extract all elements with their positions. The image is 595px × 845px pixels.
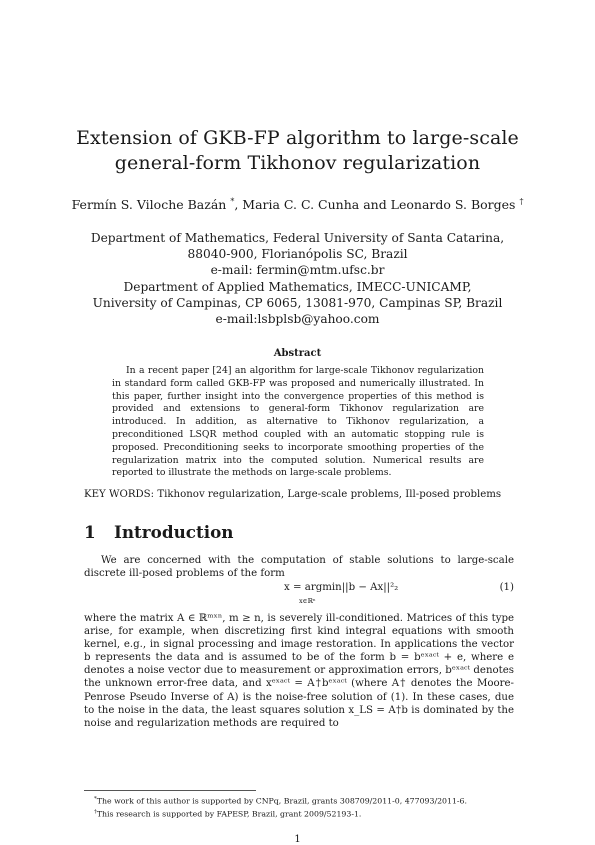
equation-number: (1) xyxy=(499,582,514,593)
affiliations xyxy=(60,230,535,327)
intro-text-1: We are concerned with the computation of stable solutions to large-scale discrete ill-posed problems of the form xyxy=(84,555,514,580)
author-1: Fermín S. Viloche Bazán xyxy=(71,197,227,213)
section-title: Introduction xyxy=(114,522,234,542)
footnote-1 xyxy=(84,794,514,807)
footnote-2-mark: † xyxy=(94,809,97,816)
intro-text-2: where the matrix A ∈ ℝᵐˣⁿ, m ≥ n, is severely ill-conditioned. Matrices of this type arise, for example, when discretizing first kind integral equations with smooth kernel, e.g., in signal processing and image restoration. In applications the vector b represents the data and is assumed to be of the form b = bᵉˣᵃᶜᵗ + e, where e denotes a noise vector due to measurement or approximation errors, bᵉˣᵃᶜᵗ denotes the unknown error-free data, and xᵉˣᵃᶜᵗ = A†bᵉˣᵃᶜᵗ (where A† denotes the Moore-Penrose Pseudo Inverse of A) is the noise-free solution of (1). In these cases, due to the noise in the data, the least squares solution x_LS = A†b is dominated by the noise and regularization methods are required to xyxy=(84,613,514,729)
title-line-1: Extension of GKB-FP algorithm to large-scale xyxy=(76,127,519,149)
author-1-footnote-mark: * xyxy=(230,197,235,206)
other-authors: , Maria C. C. Cunha and Leonardo S. Borges xyxy=(234,197,516,213)
footnote-1-text: The work of this author is supported by CNPq, Brazil, grants 308709/2011-0, 477093/2011-6. xyxy=(96,796,467,806)
affiliation-line: Department of Applied Mathematics, IMECC-UNICAMP, xyxy=(123,279,472,294)
footnote-divider xyxy=(84,790,256,791)
equation-subscript: x∈ℝⁿ xyxy=(299,597,316,605)
title-line-2: general-form Tikhonov regularization xyxy=(114,152,481,174)
affiliation-email: e-mail: fermin@mtm.ufsc.br xyxy=(210,263,385,278)
author-list xyxy=(60,194,535,213)
affiliation-email: e-mail:lsbplsb@yahoo.com xyxy=(215,312,380,327)
abstract-text: In a recent paper [24] an algorithm for large-scale Tikhonov regularization in standard form called GKB-FP was proposed and numerically illustrated. In this paper, further insight into the convergence properties of this method is provided and extensions to general-form Tikhonov regularization are introduced. In addition, as alternative to Tikhonov regularization, a preconditioned LSQR method coupled with an automatic stopping rule is proposed. Preconditioning seeks to incorporate smoothing properties of the regularization matrix into the computed solution. Numerical results are reported to illustrate the methods on large-scale problems. xyxy=(112,365,484,479)
footnote-2 xyxy=(84,807,514,820)
affiliation-line: Department of Mathematics, Federal University of Santa Catarina, xyxy=(90,231,505,245)
footnote-1-mark: * xyxy=(94,796,97,802)
equation-1 xyxy=(84,582,514,610)
authors-footnote-mark: † xyxy=(519,197,524,206)
page-number: 1 xyxy=(294,834,301,845)
intro-paragraph-1 xyxy=(84,554,514,580)
affiliation-line: University of Campinas, CP 6065, 13081-970, Campinas SP, Brazil xyxy=(92,295,503,310)
affiliation-line: 88040-900, Florianópolis SC, Brazil xyxy=(187,247,408,262)
footnote-2-text: This research is supported by FAPESP, Brazil, grant 2009/52193-1. xyxy=(96,809,362,819)
intro-paragraph-2 xyxy=(84,612,514,730)
section-number: 1 xyxy=(84,522,96,542)
abstract-heading: Abstract xyxy=(273,348,322,359)
section-heading xyxy=(84,522,234,542)
equation-body: x = argmin||b − Ax||²₂ xyxy=(284,582,399,593)
paper-title xyxy=(60,126,535,176)
keywords: KEY WORDS: Tikhonov regularization, Large-scale problems, Ill-posed problems xyxy=(84,489,502,500)
footnotes xyxy=(84,794,514,820)
abstract xyxy=(112,365,484,480)
